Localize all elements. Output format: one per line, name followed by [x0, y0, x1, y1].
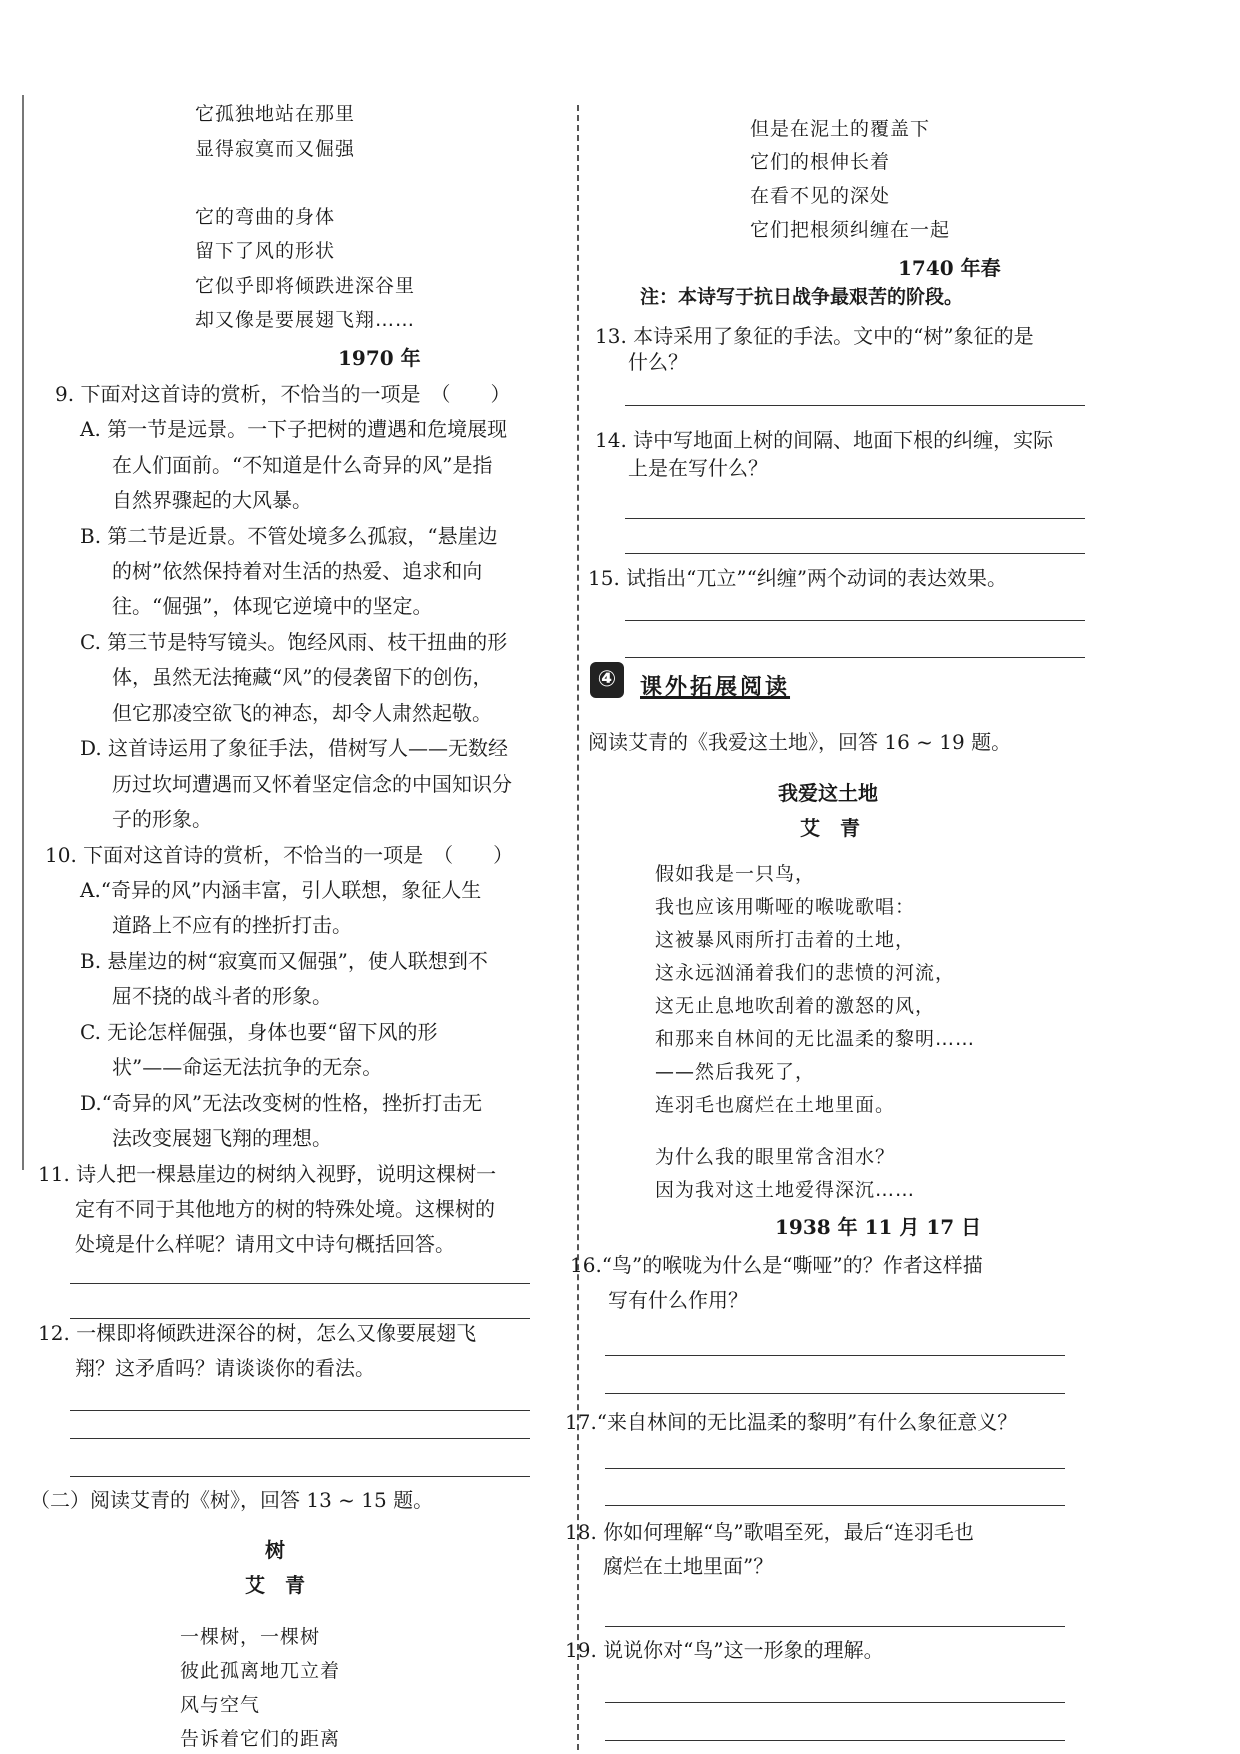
q11-text: 定有不同于其他地方的树的特殊处境。这棵树的 [75, 1197, 495, 1221]
poem-line: 这被暴风雨所打击着的土地， [655, 929, 916, 951]
poem-line: 一棵树，一棵树 [180, 1626, 321, 1648]
poem-line: 留下了风的形状 [195, 240, 336, 262]
q14-text: 上是在写什么？ [628, 456, 768, 480]
q15-text: 15. 试指出“兀立”“纠缠”两个动词的表达效果。 [588, 566, 1008, 590]
poem-line: 假如我是一只鸟， [655, 863, 816, 885]
poem-line: 彼此孤离地兀立着 [180, 1660, 341, 1682]
q9-option-c: 体，虽然无法掩藏“风”的侵袭留下的创伤， [112, 665, 493, 689]
column-divider [577, 105, 579, 1750]
poem-line: 显得寂寞而又倔强 [195, 138, 356, 160]
q12-text: 翔？这矛盾吗？请谈谈你的看法。 [75, 1356, 375, 1380]
q10-option-d: D.“奇异的风”无法改变树的性格，挫折打击无 [80, 1091, 483, 1115]
poem-line: 这无止息地吹刮着的激怒的风， [655, 995, 936, 1017]
q19-text: 19. 说说你对“鸟”这一形象的理解。 [565, 1638, 884, 1662]
poem-line: 它们的根伸长着 [750, 151, 891, 173]
poem-line: 连羽毛也腐烂在土地里面。 [655, 1094, 896, 1116]
poem-line: ——然后我死了， [655, 1061, 816, 1083]
answer-line[interactable] [70, 1410, 530, 1411]
answer-line[interactable] [625, 620, 1085, 621]
poem-date: 1740 年春 [898, 256, 1001, 280]
q9-option-d: 历过坎坷遭遇而又怀着坚定信念的中国知识分 [112, 772, 512, 796]
answer-line[interactable] [625, 553, 1085, 554]
answer-line[interactable] [625, 657, 1085, 658]
q10-option-a: A.“奇异的风”内涵丰富，引人联想，象征人生 [80, 878, 482, 902]
answer-line[interactable] [605, 1505, 1065, 1506]
answer-line[interactable] [70, 1476, 530, 1477]
q10-option-a: 道路上不应有的挫折打击。 [112, 913, 352, 937]
left-margin-line [22, 95, 24, 1170]
answer-line[interactable] [605, 1702, 1065, 1703]
answer-line[interactable] [625, 405, 1085, 406]
poem-line: 在看不见的深处 [750, 185, 891, 207]
q12-text: 12. 一棵即将倾跌进深谷的树，怎么又像要展翅飞 [38, 1321, 477, 1345]
poem-line: 风与空气 [180, 1694, 261, 1716]
answer-line[interactable] [605, 1393, 1065, 1394]
q9-option-b: B. 第二节是近景。不管处境多么孤寂，“悬崖边 [80, 524, 498, 548]
poem-line: 它的弯曲的身体 [195, 206, 336, 228]
poem-line: 因为我对这土地爱得深沉…… [655, 1179, 916, 1201]
q10-option-d: 法改变展翅飞翔的理想。 [112, 1126, 332, 1150]
q9-option-a: 在人们面前。“不知道是什么奇异的风”是指 [112, 453, 493, 477]
poem-line: 我也应该用嘶哑的喉咙歌唱： [655, 896, 916, 918]
poem-line: 告诉着它们的距离 [180, 1728, 341, 1750]
q10-option-c: 状”——命运无法抗争的无奈。 [112, 1055, 383, 1079]
poem-line: 它们把根须纠缠在一起 [750, 219, 951, 241]
poem-author: 艾 青 [245, 1573, 305, 1597]
section-title: 课外拓展阅读 [640, 675, 791, 700]
q11-text: 11. 诗人把一棵悬崖边的树纳入视野，说明这棵树一 [38, 1162, 497, 1186]
q9-option-d: 子的形象。 [112, 807, 212, 831]
poem-note: 注：本诗写于抗日战争最艰苦的阶段。 [640, 286, 964, 308]
answer-line[interactable] [70, 1318, 530, 1319]
q17-text: 17.“来自林间的无比温柔的黎明”有什么象征意义？ [565, 1410, 1018, 1434]
q9-stem: 9. 下面对这首诗的赏析，不恰当的一项是 （ ） [55, 382, 511, 406]
answer-line[interactable] [605, 1626, 1065, 1627]
part2-intro: （二）阅读艾青的《树》，回答 13 ~ 15 题。 [30, 1488, 434, 1512]
q9-option-a: 自然界骤起的大风暴。 [112, 488, 312, 512]
q18-text: 18. 你如何理解“鸟”歌唱至死，最后“连羽毛也 [565, 1520, 974, 1544]
q9-option-c: 但它那凌空欲飞的神态，却令人肃然起敬。 [112, 701, 492, 725]
q10-stem: 10. 下面对这首诗的赏析，不恰当的一项是 （ ） [45, 843, 514, 867]
q9-option-b: 的树”依然保持着对生活的热爱、追求和向 [112, 559, 483, 583]
q9-option-a: A. 第一节是远景。一下子把树的遭遇和危境展现 [80, 417, 508, 441]
poem-line: 为什么我的眼里常含泪水？ [655, 1146, 896, 1168]
q18-text: 腐烂在土地里面”？ [603, 1554, 774, 1578]
section-badge-icon: ④ [590, 662, 624, 698]
q9-option-d: D. 这首诗运用了象征手法，借树写人——无数经 [80, 736, 509, 760]
q16-text: 16.“鸟”的喉咙为什么是“嘶哑”的？作者这样描 [570, 1253, 983, 1277]
answer-line[interactable] [70, 1283, 530, 1284]
answer-line[interactable] [605, 1468, 1065, 1469]
q10-option-c: C. 无论怎样倔强，身体也要“留下风的形 [80, 1020, 438, 1044]
q9-option-c: C. 第三节是特写镜头。饱经风雨、枝干扭曲的形 [80, 630, 508, 654]
q16-text: 写有什么作用？ [608, 1288, 748, 1312]
poem-line: 但是在泥土的覆盖下 [750, 118, 931, 140]
poem-author: 艾 青 [800, 816, 860, 840]
answer-line[interactable] [605, 1355, 1065, 1356]
poem-date: 1938 年 11 月 17 日 [775, 1215, 982, 1239]
q13-text: 什么？ [628, 350, 688, 374]
poem-line: 它孤独地站在那里 [195, 103, 356, 125]
q13-text: 13. 本诗采用了象征的手法。文中的“树”象征的是 [595, 324, 1034, 348]
poem-line: 和那来自林间的无比温柔的黎明…… [655, 1028, 976, 1050]
answer-line[interactable] [70, 1438, 530, 1439]
q9-option-b: 往。“倔强”，体现它逆境中的坚定。 [112, 594, 433, 618]
q14-text: 14. 诗中写地面上树的间隔、地面下根的纠缠，实际 [595, 428, 1054, 452]
poem-line: 却又像是要展翅飞翔…… [195, 309, 416, 331]
poem-title: 我爱这土地 [778, 781, 878, 805]
poem-line: 这永远汹涌着我们的悲愤的河流， [655, 962, 956, 984]
poem-title: 树 [265, 1538, 285, 1562]
q10-option-b: B. 悬崖边的树“寂寞而又倔强”，使人联想到不 [80, 949, 488, 973]
poem-line: 它似乎即将倾跌进深谷里 [195, 275, 416, 297]
q11-text: 处境是什么样呢？请用文中诗句概括回答。 [75, 1232, 455, 1256]
answer-line[interactable] [625, 518, 1085, 519]
poem-date: 1970 年 [338, 346, 421, 370]
q10-option-b: 屈不挠的战斗者的形象。 [112, 984, 332, 1008]
answer-line[interactable] [605, 1740, 1065, 1741]
part3-intro: 阅读艾青的《我爱这土地》，回答 16 ~ 19 题。 [588, 730, 1012, 754]
